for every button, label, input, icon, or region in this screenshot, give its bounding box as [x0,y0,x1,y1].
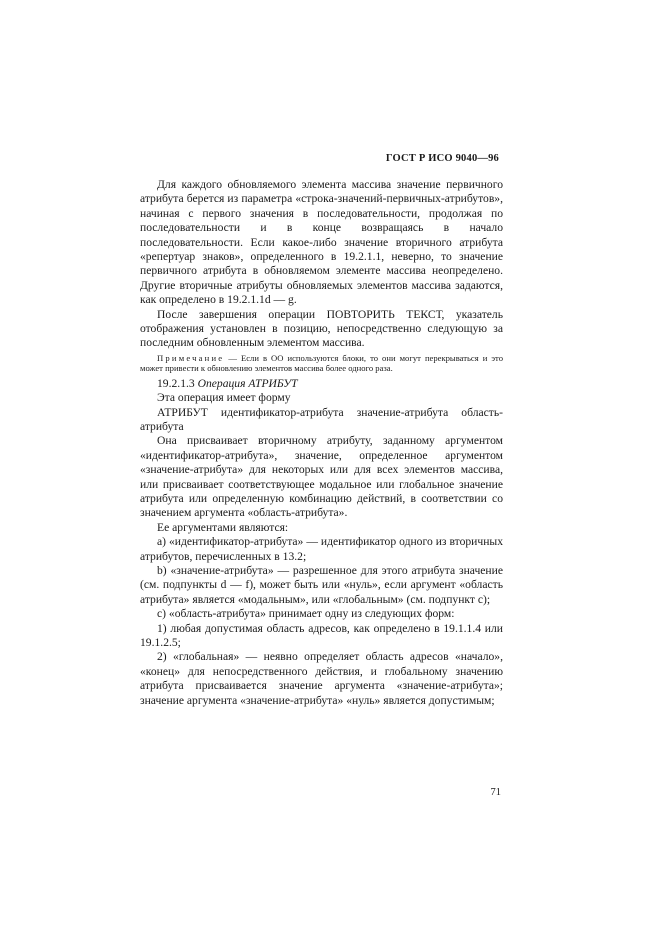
paragraph: АТРИБУТ идентификатор-атрибута значение-атрибута область-атрибута [140,405,503,433]
page-body [140,178,503,708]
list-item: c) «область-атрибута» принимает одну из следующих форм: [157,607,455,621]
paragraph: После завершения операции ПОВТОРИТЬ ТЕКСТ, указатель отображения установлен в позицию, непосредственно следующую за последним обновленным элементом массива. [140,307,503,350]
note-text: — Если в ОО используются блоки, то они могут перекрываться и это может привести к обновлению элементов массива более одного раза. [140,352,503,374]
page-number: 71 [490,787,501,798]
note-label: Примечание [157,352,225,363]
paragraph: Ее аргументами являются: [157,520,289,534]
section-number: 19.2.1.3 [157,376,198,390]
paragraph: Для каждого обновляемого элемента массива значение первичного атрибута берется из параметра «строка-значений-первичных-атрибутов», начиная с первого значения в последовательности, продолжая по последовательности и в конце возвращаясь в начало последовательности. Если какое-либо значение вторичного атрибута «репертуар знаков», определенного в 19.2.1.1, неверно, то значение первичного атрибута в обновляемом элементе массива неопределено. Другие вторичные атрибуты обновляемых элементов массива задаются, как определено в 19.2.1.1d — g. [140,178,503,307]
paragraph: Она присваивает вторичному атрибуту, заданному аргументом «идентификатор-атрибута», значение, определенное аргументом «значение-атрибута» для некоторых или для всех элементов массива, или присваивает соответствующее модальное или глобальное значение атрибута или определенную комбинацию действий, в соответствии со значением аргумента «область-атрибута». [140,434,503,520]
list-item: 2) «глобальная» — неявно определяет область адресов «начало», «конец» для непосредственного действия, и глобальному значению атрибута присваивается значение аргумента «значение-атрибута»; значение аргумента «значение-атрибута» «нуль» является допустимым; [140,650,503,707]
section-heading [140,377,503,391]
list-item: 1) любая допустимая область адресов, как определено в 19.1.1.4 или 19.1.2.5; [140,621,503,649]
list-item: a) «идентификатор-атрибута» — идентификатор одного из вторичных атрибутов, перечисленных в 13.2; [140,535,503,563]
section-title: Операция АТРИБУТ [197,376,298,390]
note [140,353,503,374]
paragraph: Эта операция имеет форму [157,391,291,405]
document-header: ГОСТ Р ИСО 9040—96 [385,153,499,164]
list-item: b) «значение-атрибута» — разрешенное для этого атрибута значение (см. подпункты d — f), может быть или «нуль», если аргумент «область атрибута» является «модальным», или «глобальным» (см. подпункт с); [140,563,503,606]
